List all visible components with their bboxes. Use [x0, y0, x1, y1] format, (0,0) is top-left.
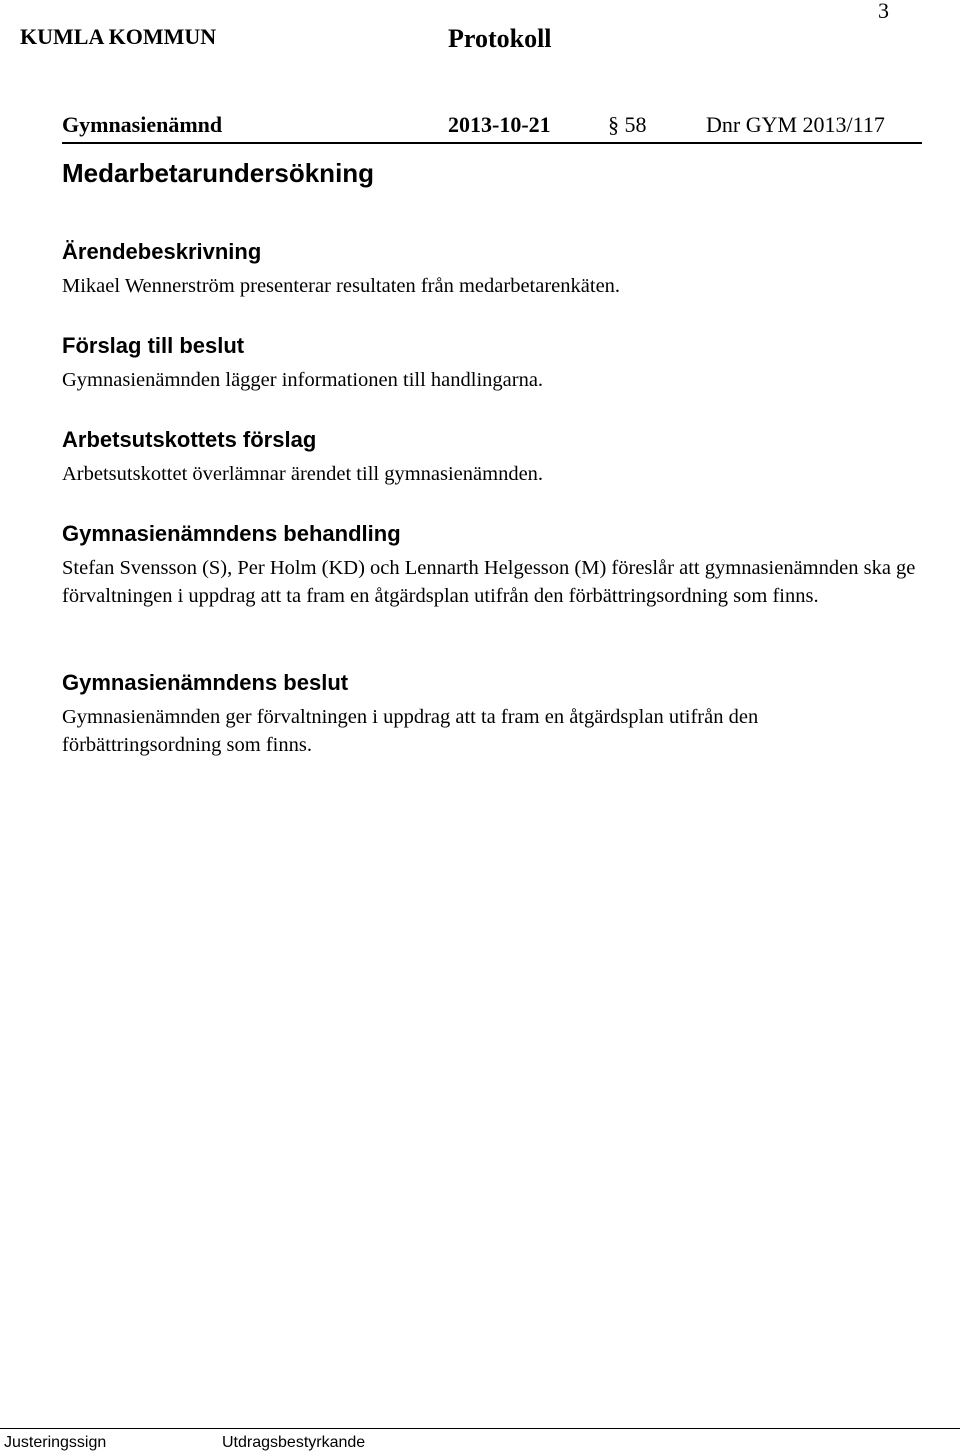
section-body: Stefan Svensson (S), Per Holm (KD) och Lennarth Helgesson (M) föreslår att gymnasienämnden ska ge förvaltningen i uppdrag att ta fram en åtgärdsplan utifrån den förbättringsordning som finns.	[62, 557, 916, 607]
section-heading: Gymnasienämndens beslut	[62, 670, 349, 695]
footer-utdragsbestyrkande: Utdragsbestyrkande	[222, 1434, 366, 1451]
meeting-date: 2013-10-21	[448, 112, 551, 137]
section-heading: Arbetsutskottets förslag	[62, 427, 317, 452]
paragraph-number: § 58	[608, 112, 647, 137]
org-name: KUMLA KOMMUN	[20, 24, 217, 49]
section-arendebeskrivning	[62, 238, 922, 300]
page-title: Medarbetarundersökning	[62, 158, 375, 188]
meta-row	[62, 112, 922, 144]
document-type: Protokoll	[448, 24, 552, 53]
section-forslag-till-beslut	[62, 332, 922, 394]
section-body: Gymnasienämnden lägger informationen till handlingarna.	[62, 369, 544, 391]
section-heading: Ärendebeskrivning	[62, 239, 262, 264]
section-body: Gymnasienämnden ger förvaltningen i uppdrag att ta fram en åtgärdsplan utifrån den förbättringsordning som finns.	[62, 706, 759, 756]
section-body: Arbetsutskottet överlämnar ärendet till gymnasienämnden.	[62, 463, 544, 485]
board-name: Gymnasienämnd	[62, 112, 223, 137]
page-number: 3	[878, 0, 889, 23]
section-beslut	[62, 669, 922, 759]
section-arbetsutskottets-forslag	[62, 426, 922, 488]
section-heading: Förslag till beslut	[62, 333, 245, 358]
section-body: Mikael Wennerström presenterar resultaten från medarbetarenkäten.	[62, 275, 621, 297]
footer-justeringssign: Justeringssign	[4, 1434, 107, 1451]
case-number: Dnr GYM 2013/117	[706, 112, 885, 137]
section-behandling	[62, 520, 922, 610]
section-heading: Gymnasienämndens behandling	[62, 521, 401, 546]
footer-divider	[0, 1428, 960, 1429]
